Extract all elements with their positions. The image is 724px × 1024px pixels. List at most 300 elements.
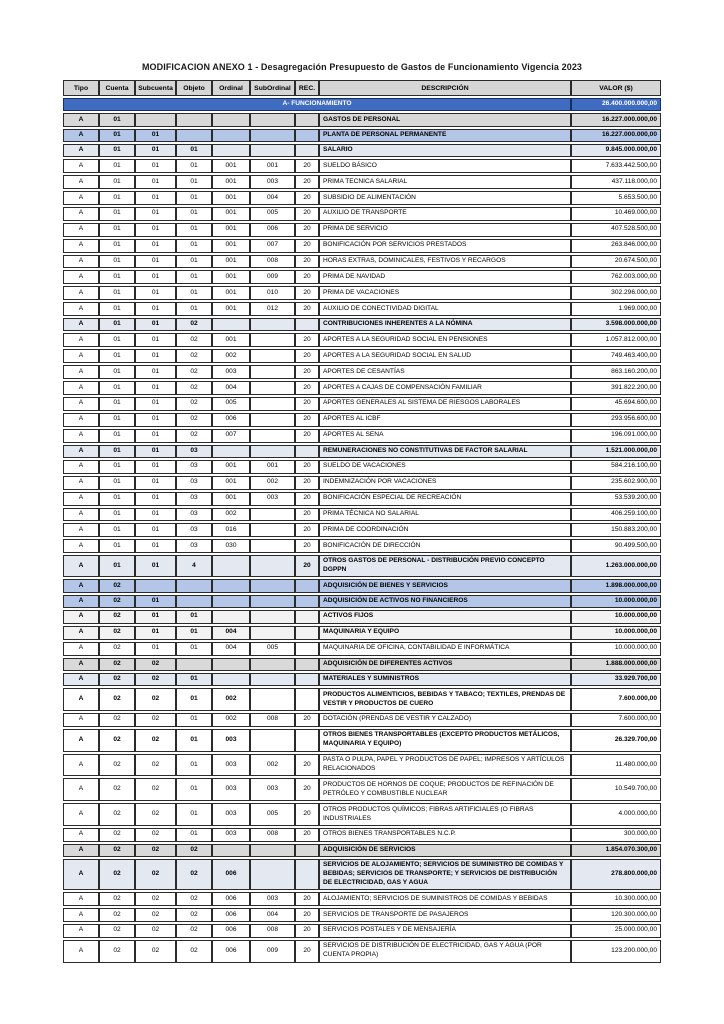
cell-subordinal xyxy=(250,523,295,537)
cell-subcuenta: 02 xyxy=(135,778,176,801)
cell-subordinal xyxy=(250,579,295,592)
cell-subordinal: 003 xyxy=(250,892,295,906)
cell-ordinal: 004 xyxy=(212,381,250,395)
table-row xyxy=(63,460,661,474)
cell-objeto: 01 xyxy=(176,223,212,237)
cell-subcuenta: 01 xyxy=(135,144,176,157)
table-row xyxy=(63,365,661,379)
table-row xyxy=(63,844,661,857)
cell-objeto: 02 xyxy=(176,924,212,938)
cell-descripcion: PRIMA DE NAVIDAD xyxy=(319,270,571,284)
cell-ordinal: 016 xyxy=(212,523,250,537)
cell-descripcion: ALOJAMIENTO; SERVICIOS DE SUMINISTROS DE COMIDAS Y BEBIDAS xyxy=(319,892,571,906)
cell-ordinal xyxy=(212,318,250,331)
cell-valor: 5.653.500,00 xyxy=(571,191,661,205)
cell-valor: 302.296.000,00 xyxy=(571,286,661,300)
cell-subordinal xyxy=(250,729,295,752)
cell-cuenta: 02 xyxy=(99,626,135,640)
cell-tipo: A xyxy=(63,688,99,711)
cell-valor: 584.216.100,00 xyxy=(571,460,661,474)
table-row xyxy=(63,859,661,890)
cell-subcuenta: 01 xyxy=(135,239,176,253)
cell-cuenta: 02 xyxy=(99,940,135,963)
cell-cuenta: 01 xyxy=(99,539,135,553)
cell-valor: 391.822.200,00 xyxy=(571,381,661,395)
cell-ordinal xyxy=(212,129,250,142)
table-row xyxy=(63,642,661,656)
cell-valor: 407.528.500,00 xyxy=(571,223,661,237)
cell-tipo: A xyxy=(63,908,99,922)
column-header: Cuenta xyxy=(99,80,135,96)
cell-rec: 20 xyxy=(295,508,319,522)
cell-ordinal: 003 xyxy=(212,729,250,752)
cell-cuenta: 01 xyxy=(99,381,135,395)
cell-rec: 20 xyxy=(295,713,319,727)
cell-valor: 762.003.000,00 xyxy=(571,270,661,284)
table-row xyxy=(63,223,661,237)
cell-tipo: A xyxy=(63,492,99,506)
cell-valor: 7.600.000,00 xyxy=(571,688,661,711)
cell-objeto: 02 xyxy=(176,940,212,963)
cell-valor: 1.898.000.000,00 xyxy=(571,579,661,592)
cell-cuenta: 02 xyxy=(99,859,135,890)
cell-descripcion: MAQUINARIA Y EQUIPO xyxy=(319,626,571,640)
cell-objeto: 02 xyxy=(176,381,212,395)
cell-rec: 20 xyxy=(295,333,319,347)
cell-rec: 20 xyxy=(295,239,319,253)
cell-valor: 196.091.000,00 xyxy=(571,429,661,443)
header-row xyxy=(63,80,661,96)
cell-descripcion: AUXILIO DE TRANSPORTE xyxy=(319,207,571,221)
cell-descripcion: MAQUINARIA DE OFICINA, CONTABILIDAD E INFORMÁTICA xyxy=(319,642,571,656)
cell-descripcion: APORTES AL SENA xyxy=(319,429,571,443)
cell-ordinal: 006 xyxy=(212,924,250,938)
cell-subcuenta: 01 xyxy=(135,626,176,640)
cell-subcuenta: 01 xyxy=(135,381,176,395)
cell-descripcion: SERVICIOS POSTALES Y DE MENSAJERÍA xyxy=(319,924,571,938)
cell-cuenta: 01 xyxy=(99,365,135,379)
cell-descripcion: HORAS EXTRAS, DOMINICALES, FESTIVOS Y RECARGOS xyxy=(319,255,571,269)
cell-objeto: 02 xyxy=(176,333,212,347)
table-row xyxy=(63,255,661,269)
cell-objeto: 01 xyxy=(176,754,212,777)
cell-cuenta: 01 xyxy=(99,318,135,331)
cell-cuenta: 01 xyxy=(99,239,135,253)
cell-objeto: 01 xyxy=(176,803,212,826)
cell-descripcion: MATERIALES Y SUMINISTROS xyxy=(319,673,571,686)
cell-tipo: A xyxy=(63,365,99,379)
cell-valor: 1.888.000.000,00 xyxy=(571,658,661,671)
cell-subcuenta: 02 xyxy=(135,844,176,857)
cell-valor: 11.480.000,00 xyxy=(571,754,661,777)
cell-tipo: A xyxy=(63,429,99,443)
cell-valor: 16.227.000.000,00 xyxy=(571,129,661,142)
cell-objeto: 03 xyxy=(176,523,212,537)
cell-descripcion: BONIFICACIÓN DE DIRECCIÓN xyxy=(319,539,571,553)
cell-subordinal xyxy=(250,610,295,624)
cell-subordinal: 009 xyxy=(250,270,295,284)
cell-tipo: A xyxy=(63,159,99,173)
cell-valor: 10.300.000,00 xyxy=(571,892,661,906)
cell-subcuenta: 01 xyxy=(135,270,176,284)
cell-subordinal: 009 xyxy=(250,940,295,963)
cell-objeto: 01 xyxy=(176,729,212,752)
cell-subcuenta: 02 xyxy=(135,754,176,777)
cell-rec xyxy=(295,844,319,857)
page-title: MODIFICACION ANEXO 1 - Desagregación Presupuesto de Gastos de Funcionamiento Vigencia 2023 xyxy=(141,62,583,72)
cell-valor: 1.969.000,00 xyxy=(571,302,661,316)
cell-subordinal xyxy=(250,508,295,522)
cell-subordinal: 001 xyxy=(250,460,295,474)
cell-descripcion: APORTES AL ICBF xyxy=(319,413,571,427)
cell-cuenta: 01 xyxy=(99,159,135,173)
cell-tipo: A xyxy=(63,223,99,237)
cell-rec: 20 xyxy=(295,778,319,801)
cell-objeto: 03 xyxy=(176,460,212,474)
cell-tipo: A xyxy=(63,239,99,253)
cell-objeto xyxy=(176,658,212,671)
cell-descripcion: SUBSIDIO DE ALIMENTACIÓN xyxy=(319,191,571,205)
cell-objeto: 01 xyxy=(176,207,212,221)
cell-descripcion: OTROS BIENES TRANSPORTABLES (EXCEPTO PRODUCTOS METÁLICOS, MAQUINARIA Y EQUIPO) xyxy=(319,729,571,752)
cell-ordinal: 001 xyxy=(212,255,250,269)
cell-objeto: 03 xyxy=(176,492,212,506)
cell-cuenta: 02 xyxy=(99,778,135,801)
cell-tipo: A xyxy=(63,144,99,157)
cell-subcuenta: 01 xyxy=(135,413,176,427)
cell-valor: 1.521.000.000,00 xyxy=(571,445,661,458)
cell-rec: 20 xyxy=(295,940,319,963)
cell-descripcion: ADQUISICIÓN DE DIFERENTES ACTIVOS xyxy=(319,658,571,671)
cell-descripcion: REMUNERACIONES NO CONSTITUTIVAS DE FACTOR SALARIAL xyxy=(319,445,571,458)
table-row xyxy=(63,129,661,142)
cell-valor: 749.463.400,00 xyxy=(571,349,661,363)
cell-subcuenta: 01 xyxy=(135,349,176,363)
cell-subcuenta: 01 xyxy=(135,492,176,506)
cell-tipo: A xyxy=(63,892,99,906)
cell-ordinal: 002 xyxy=(212,349,250,363)
cell-cuenta: 01 xyxy=(99,523,135,537)
cell-objeto: 4 xyxy=(176,555,212,577)
cell-subcuenta: 02 xyxy=(135,908,176,922)
cell-ordinal xyxy=(212,658,250,671)
cell-subordinal xyxy=(250,318,295,331)
cell-objeto: 03 xyxy=(176,508,212,522)
cell-subcuenta: 01 xyxy=(135,460,176,474)
cell-objeto: 01 xyxy=(176,610,212,624)
cell-valor: 406.259.100,00 xyxy=(571,508,661,522)
cell-tipo: A xyxy=(63,207,99,221)
cell-cuenta: 01 xyxy=(99,302,135,316)
table-row xyxy=(63,333,661,347)
cell-valor: 235.602.900,00 xyxy=(571,476,661,490)
table-row xyxy=(63,508,661,522)
cell-subcuenta: 01 xyxy=(135,508,176,522)
cell-tipo: A xyxy=(63,713,99,727)
cell-rec: 20 xyxy=(295,270,319,284)
cell-subcuenta: 02 xyxy=(135,729,176,752)
table-row xyxy=(63,207,661,221)
cell-cuenta: 01 xyxy=(99,349,135,363)
table-row xyxy=(63,539,661,553)
cell-cuenta: 02 xyxy=(99,595,135,608)
cell-objeto: 01 xyxy=(176,828,212,842)
cell-objeto: 01 xyxy=(176,302,212,316)
cell-cuenta: 01 xyxy=(99,445,135,458)
cell-subordinal: 003 xyxy=(250,492,295,506)
cell-descripcion: PASTA O PULPA, PAPEL Y PRODUCTOS DE PAPEL; IMPRESOS Y ARTÍCULOS RELACIONADOS xyxy=(319,754,571,777)
cell-subordinal xyxy=(250,555,295,577)
table-row xyxy=(63,523,661,537)
cell-ordinal: 001 xyxy=(212,476,250,490)
cell-descripcion: INDEMNIZACIÓN POR VACACIONES xyxy=(319,476,571,490)
cell-tipo: A xyxy=(63,859,99,890)
cell-rec xyxy=(295,595,319,608)
table-row xyxy=(63,673,661,686)
cell-valor: 10.469.000,00 xyxy=(571,207,661,221)
table-row xyxy=(63,924,661,938)
cell-objeto: 01 xyxy=(176,778,212,801)
cell-descripcion: APORTES GENERALES AL SISTEMA DE RIESGOS LABORALES xyxy=(319,397,571,411)
table-body xyxy=(63,98,661,962)
cell-subcuenta: 01 xyxy=(135,445,176,458)
table-row xyxy=(63,413,661,427)
cell-tipo: A xyxy=(63,270,99,284)
cell-objeto: 01 xyxy=(176,191,212,205)
cell-subcuenta: 01 xyxy=(135,129,176,142)
cell-subordinal: 003 xyxy=(250,175,295,189)
cell-objeto: 02 xyxy=(176,365,212,379)
cell-rec: 20 xyxy=(295,397,319,411)
cell-valor: 26.400.000.000,00 xyxy=(571,98,661,111)
cell-subcuenta: 02 xyxy=(135,673,176,686)
cell-objeto: 01 xyxy=(176,144,212,157)
cell-tipo: A xyxy=(63,610,99,624)
cell-rec: 20 xyxy=(295,924,319,938)
cell-tipo: A xyxy=(63,778,99,801)
cell-objeto: 01 xyxy=(176,175,212,189)
cell-ordinal: 001 xyxy=(212,175,250,189)
cell-ordinal xyxy=(212,610,250,624)
cell-valor: 1.854.070.300,00 xyxy=(571,844,661,857)
cell-descripcion: BONIFICACIÓN ESPECIAL DE RECREACIÓN xyxy=(319,492,571,506)
cell-rec xyxy=(295,859,319,890)
cell-rec: 20 xyxy=(295,365,319,379)
table-row xyxy=(63,713,661,727)
cell-rec: 20 xyxy=(295,803,319,826)
cell-ordinal: 003 xyxy=(212,778,250,801)
cell-rec: 20 xyxy=(295,286,319,300)
cell-descripcion: SALARIO xyxy=(319,144,571,157)
cell-tipo: A xyxy=(63,555,99,577)
cell-valor: 90.499.500,00 xyxy=(571,539,661,553)
cell-valor: 1.263.000.000,00 xyxy=(571,555,661,577)
cell-descripcion: SERVICIOS DE TRANSPORTE DE PASAJEROS xyxy=(319,908,571,922)
cell-cuenta: 01 xyxy=(99,144,135,157)
cell-cuenta: 01 xyxy=(99,255,135,269)
cell-objeto: 01 xyxy=(176,239,212,253)
cell-tipo: A xyxy=(63,626,99,640)
table-row xyxy=(63,492,661,506)
column-header: Ordinal xyxy=(212,80,250,96)
cell-descripcion: SERVICIOS DE ALOJAMIENTO; SERVICIOS DE SUMINISTRO DE COMIDAS Y BEBIDAS; SERVICIOS DE TRANSPORTE; Y SERVICIOS DE DISTRIBUCIÓN DE ELECTRICIDAD, GAS Y AGUA xyxy=(319,859,571,890)
cell-subcuenta: 01 xyxy=(135,429,176,443)
cell-tipo: A xyxy=(63,508,99,522)
cell-rec: 20 xyxy=(295,892,319,906)
cell-descripcion: DOTACIÓN (PRENDAS DE VESTIR Y CALZADO) xyxy=(319,713,571,727)
cell-descripcion: PRIMA TÉCNICA NO SALARIAL xyxy=(319,508,571,522)
table-row xyxy=(63,113,661,126)
cell-subcuenta: 02 xyxy=(135,940,176,963)
cell-cuenta: 01 xyxy=(99,555,135,577)
cell-tipo: A xyxy=(63,175,99,189)
cell-objeto: 02 xyxy=(176,318,212,331)
cell-rec xyxy=(295,579,319,592)
cell-ordinal: 001 xyxy=(212,191,250,205)
table-row xyxy=(63,555,661,577)
cell-subordinal xyxy=(250,859,295,890)
cell-ordinal xyxy=(212,579,250,592)
cell-tipo: A xyxy=(63,803,99,826)
cell-subordinal: 008 xyxy=(250,924,295,938)
table-row xyxy=(63,302,661,316)
cell-cuenta: 01 xyxy=(99,413,135,427)
cell-cuenta: 02 xyxy=(99,713,135,727)
cell-ordinal: 001 xyxy=(212,239,250,253)
cell-valor: 293.956.600,00 xyxy=(571,413,661,427)
cell-valor: 4.000.000,00 xyxy=(571,803,661,826)
cell-tipo: A xyxy=(63,523,99,537)
cell-tipo: A xyxy=(63,349,99,363)
cell-cuenta: 02 xyxy=(99,892,135,906)
cell-valor: 300.000,00 xyxy=(571,828,661,842)
cell-tipo: A xyxy=(63,381,99,395)
table-row xyxy=(63,778,661,801)
cell-subcuenta: 01 xyxy=(135,397,176,411)
cell-objeto xyxy=(176,129,212,142)
cell-cuenta: 02 xyxy=(99,658,135,671)
cell-descripcion: ACTIVOS FIJOS xyxy=(319,610,571,624)
cell-subcuenta: 01 xyxy=(135,610,176,624)
cell-subcuenta: 02 xyxy=(135,713,176,727)
cell-ordinal: 001 xyxy=(212,159,250,173)
cell-cuenta: 01 xyxy=(99,207,135,221)
cell-descripcion: A- FUNCIONAMIENTO xyxy=(63,98,571,111)
cell-ordinal xyxy=(212,595,250,608)
cell-cuenta: 02 xyxy=(99,828,135,842)
cell-tipo: A xyxy=(63,318,99,331)
table-header xyxy=(63,80,661,96)
cell-subordinal xyxy=(250,539,295,553)
cell-valor: 150.883.200,00 xyxy=(571,523,661,537)
cell-rec: 20 xyxy=(295,476,319,490)
cell-cuenta: 02 xyxy=(99,754,135,777)
cell-tipo: A xyxy=(63,445,99,458)
cell-objeto: 01 xyxy=(176,159,212,173)
cell-rec: 20 xyxy=(295,223,319,237)
cell-descripcion: PRIMA DE COORDINACIÓN xyxy=(319,523,571,537)
cell-tipo: A xyxy=(63,476,99,490)
cell-rec xyxy=(295,729,319,752)
table-row xyxy=(63,892,661,906)
table-row xyxy=(63,270,661,284)
cell-valor: 7.600.000,00 xyxy=(571,713,661,727)
cell-subcuenta: 02 xyxy=(135,803,176,826)
table-row xyxy=(63,658,661,671)
cell-subordinal xyxy=(250,113,295,126)
cell-ordinal: 001 xyxy=(212,286,250,300)
cell-valor: 123.200.000,00 xyxy=(571,940,661,963)
cell-cuenta: 01 xyxy=(99,113,135,126)
cell-subordinal: 008 xyxy=(250,255,295,269)
cell-ordinal xyxy=(212,113,250,126)
cell-tipo: A xyxy=(63,397,99,411)
cell-tipo: A xyxy=(63,113,99,126)
cell-cuenta: 01 xyxy=(99,508,135,522)
cell-cuenta: 02 xyxy=(99,844,135,857)
cell-subordinal xyxy=(250,381,295,395)
cell-subordinal: 012 xyxy=(250,302,295,316)
cell-objeto: 02 xyxy=(176,429,212,443)
cell-subordinal: 007 xyxy=(250,239,295,253)
cell-descripcion: OTROS GASTOS DE PERSONAL - DISTRIBUCIÓN PREVIO CONCEPTO DGPPN xyxy=(319,555,571,577)
cell-tipo: A xyxy=(63,286,99,300)
cell-rec: 20 xyxy=(295,492,319,506)
cell-descripcion: BONIFICACIÓN POR SERVICIOS PRESTADOS xyxy=(319,239,571,253)
cell-descripcion: AUXILIO DE CONECTIVIDAD DIGITAL xyxy=(319,302,571,316)
cell-valor: 263.846.000,00 xyxy=(571,239,661,253)
table-row xyxy=(63,729,661,752)
cell-tipo: A xyxy=(63,539,99,553)
cell-tipo: A xyxy=(63,191,99,205)
cell-descripcion: OTROS BIENES TRANSPORTABLES N.C.P. xyxy=(319,828,571,842)
table-row xyxy=(63,754,661,777)
cell-objeto: 03 xyxy=(176,539,212,553)
cell-ordinal: 002 xyxy=(212,508,250,522)
cell-objeto: 02 xyxy=(176,892,212,906)
cell-rec: 20 xyxy=(295,555,319,577)
cell-cuenta: 02 xyxy=(99,908,135,922)
cell-subcuenta: 01 xyxy=(135,302,176,316)
cell-objeto xyxy=(176,579,212,592)
cell-cuenta: 01 xyxy=(99,129,135,142)
cell-objeto: 02 xyxy=(176,908,212,922)
cell-rec xyxy=(295,626,319,640)
column-header: Objeto xyxy=(176,80,212,96)
cell-tipo: A xyxy=(63,595,99,608)
cell-subordinal xyxy=(250,445,295,458)
cell-tipo: A xyxy=(63,828,99,842)
cell-subcuenta: 01 xyxy=(135,159,176,173)
cell-descripcion: PRIMA DE VACACIONES xyxy=(319,286,571,300)
cell-descripcion: APORTES A LA SEGURIDAD SOCIAL EN SALUD xyxy=(319,349,571,363)
cell-tipo: A xyxy=(63,460,99,474)
cell-subcuenta: 01 xyxy=(135,365,176,379)
cell-subcuenta: 01 xyxy=(135,476,176,490)
cell-tipo: A xyxy=(63,729,99,752)
cell-tipo: A xyxy=(63,302,99,316)
cell-subcuenta: 02 xyxy=(135,828,176,842)
cell-objeto: 01 xyxy=(176,642,212,656)
cell-subcuenta xyxy=(135,579,176,592)
cell-ordinal: 001 xyxy=(212,223,250,237)
cell-subordinal xyxy=(250,429,295,443)
table-row xyxy=(63,595,661,608)
cell-subcuenta: 02 xyxy=(135,859,176,890)
cell-descripcion: PLANTA DE PERSONAL PERMANENTE xyxy=(319,129,571,142)
cell-subordinal: 008 xyxy=(250,828,295,842)
cell-subcuenta: 01 xyxy=(135,333,176,347)
